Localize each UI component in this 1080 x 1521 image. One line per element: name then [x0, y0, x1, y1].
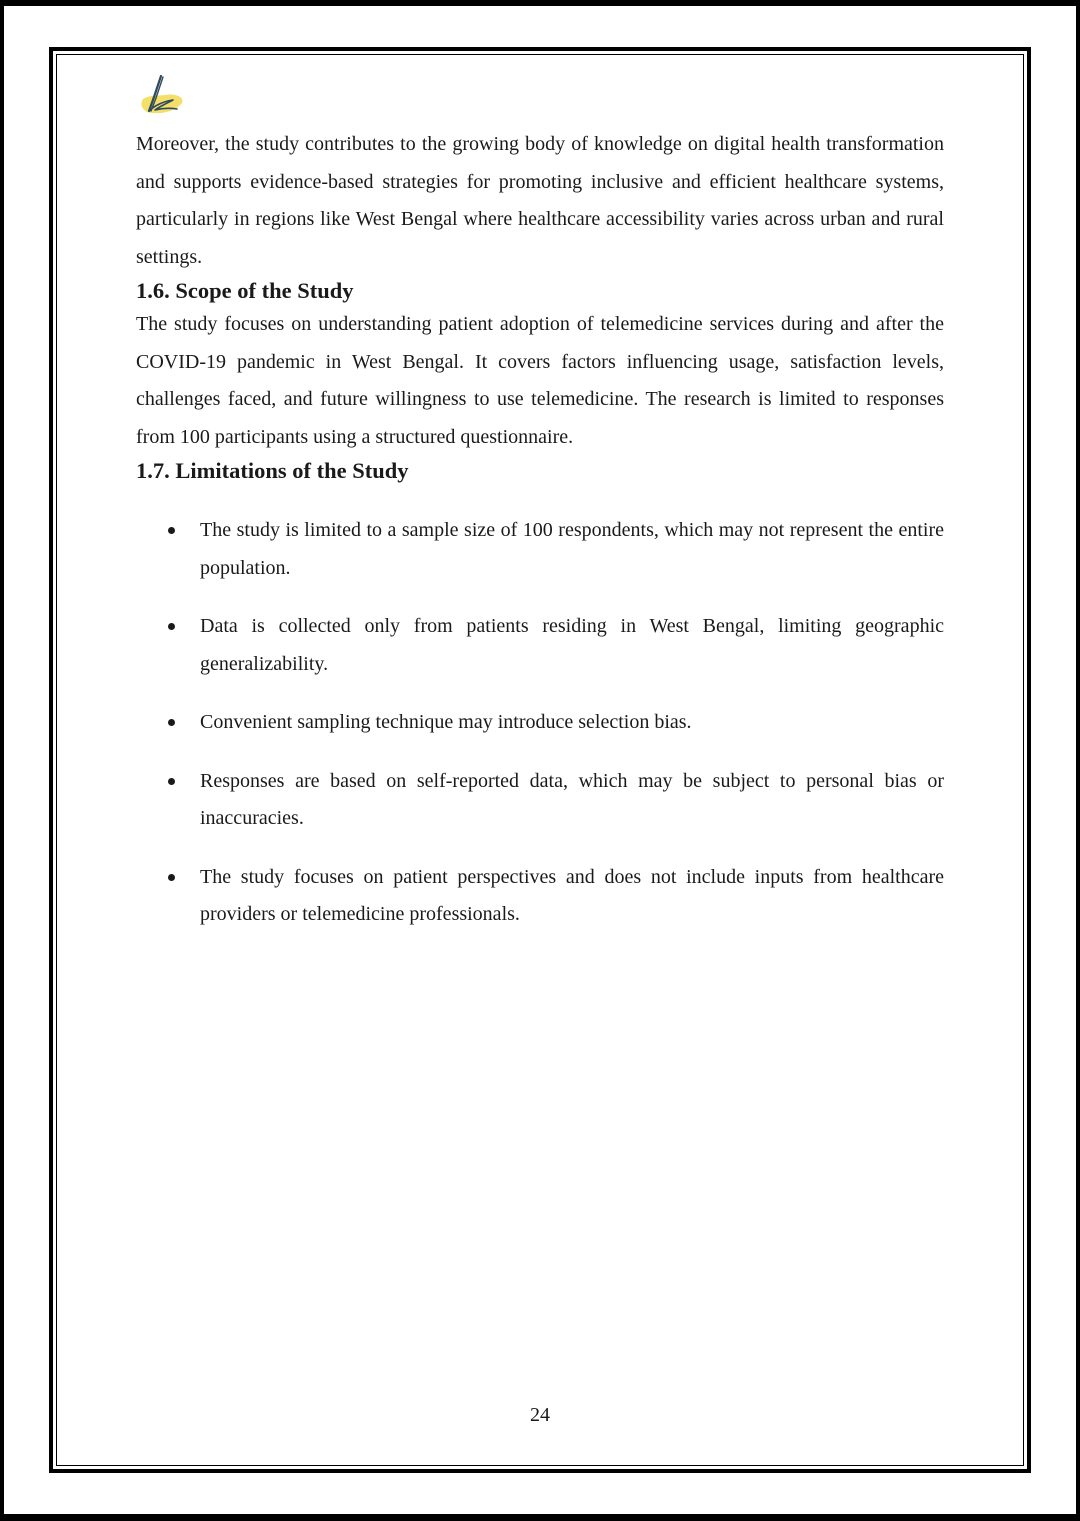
bullet-icon: [168, 623, 175, 630]
scope-heading: 1.6. Scope of the Study: [136, 278, 354, 303]
bullet-icon: [168, 527, 175, 534]
bullet-icon: [168, 719, 175, 726]
list-item-text: Responses are based on self-reported data, which may be subject to personal bias or inaccuracies.: [200, 769, 944, 829]
list-item: [136, 608, 944, 683]
list-item-text: Convenient sampling technique may introduce selection bias.: [200, 711, 692, 733]
list-item-text: Data is collected only from patients residing in West Bengal, limiting geographic generalizability.: [200, 615, 944, 675]
limitations-list: [136, 512, 944, 934]
list-item: [136, 512, 944, 587]
list-item: [136, 704, 944, 742]
bullet-icon: [168, 778, 175, 785]
scope-paragraph: The study focuses on understanding patient adoption of telemedicine services during and after the COVID-19 pandemic in West Bengal. It covers factors influencing usage, satisfaction levels, challenges faced, and future willingness to use telemedicine. The research is limited to responses from 100 participants using a structured questionnaire.: [136, 313, 944, 448]
page-number: 24: [530, 1404, 550, 1426]
pen-scribble-logo-icon: [135, 73, 187, 119]
list-item: [136, 763, 944, 838]
limitations-heading: 1.7. Limitations of the Study: [136, 458, 409, 483]
list-item-text: The study focuses on patient perspectives and does not include inputs from healthcare providers or telemedicine professionals.: [200, 865, 944, 925]
list-item: [136, 859, 944, 934]
document-body: [136, 126, 944, 955]
list-item-text: The study is limited to a sample size of 100 respondents, which may not represent the entire population.: [200, 519, 944, 579]
bullet-icon: [168, 874, 175, 881]
intro-paragraph: Moreover, the study contributes to the growing body of knowledge on digital health transformation and supports evidence-based strategies for promoting inclusive and efficient healthcare systems, particularly in regions like West Bengal where healthcare accessibility varies across urban and rural settings.: [136, 133, 944, 268]
